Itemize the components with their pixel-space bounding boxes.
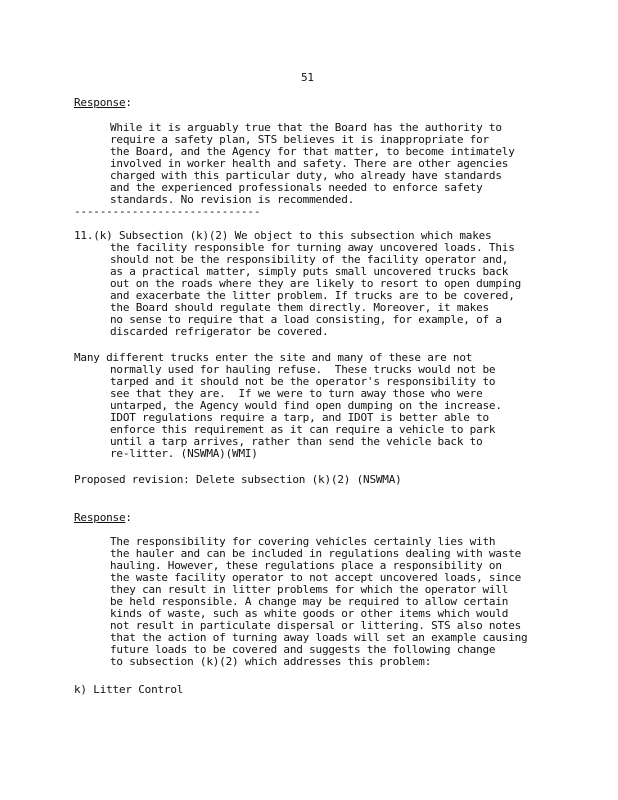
comment-line: the Board should regulate them directly. Moreover, it makes [110, 301, 489, 314]
comment-line: see that they are. If we were to turn away those who were [110, 387, 483, 400]
response-label: Response [74, 96, 126, 109]
response-heading [74, 97, 132, 109]
response-line: not result in particulate dispersal or littering. STS also notes [110, 619, 522, 632]
response-line: kinds of waste, such as white goods or other items which would [110, 607, 509, 620]
response-line: to subsection (k)(2) which addresses this problem: [110, 655, 432, 668]
response-line: The responsibility for covering vehicles certainly lies with [110, 535, 496, 548]
response-line: the waste facility operator to not accept uncovered loads, since [110, 571, 522, 584]
response-line: hauling. However, these regulations place a responsibility on [110, 559, 502, 572]
response-line: and the experienced professionals needed to enforce safety [110, 181, 483, 194]
comment-line: and exacerbate the litter problem. If trucks are to be covered, [110, 289, 515, 302]
comment-line: untarped, the Agency would find open dumping on the increase. [110, 399, 502, 412]
response-line: require a safety plan, STS believes it is inappropriate for [110, 133, 489, 146]
response-line: While it is arguably true that the Board has the authority to [110, 121, 502, 134]
comment-paragraph: Many different trucks enter the site and many of these are not [74, 351, 473, 364]
comment-line: IDOT regulations require a tarp, and IDOT is better able to [110, 411, 489, 424]
comment-line: should not be the responsibility of the facility operator and, [110, 253, 509, 266]
comment-item-11: 11.(k) Subsection (k)(2) We object to this subsection which makes [74, 229, 492, 242]
section-divider: ----------------------------- [74, 205, 261, 218]
response-label: Response [74, 511, 126, 524]
proposed-revision: Proposed revision: Delete subsection (k)(2) (NSWMA) [74, 473, 402, 486]
response-line: that the action of turning away loads will set an example causing [110, 631, 528, 644]
comment-line: enforce this requirement as it can require a vehicle to park [110, 423, 496, 436]
comment-line: tarped and it should not be the operator's responsibility to [110, 375, 496, 388]
response-line: standards. No revision is recommended. [110, 193, 355, 206]
page-number: 51 [301, 71, 314, 84]
subsection-heading: k) Litter Control [74, 683, 184, 696]
comment-line: out on the roads where they are likely to resort to open dumping [110, 277, 522, 290]
response-heading [74, 512, 132, 524]
comment-line: the facility responsible for turning away uncovered loads. This [110, 241, 515, 254]
response-line: they can result in litter problems for which the operator will [110, 583, 509, 596]
comment-line: as a practical matter, simply puts small uncovered trucks back [110, 265, 509, 278]
response-colon: : [125, 511, 132, 524]
comment-line: until a tarp arrives, rather than send the vehicle back to [110, 435, 483, 448]
response-line: charged with this particular duty, who already have standards [110, 169, 502, 182]
response-line: be held responsible. A change may be required to allow certain [110, 595, 509, 608]
response-line: future loads to be covered and suggests the following change [110, 643, 496, 656]
comment-line: normally used for hauling refuse. These trucks would not be [110, 363, 496, 376]
response-line: the hauler and can be included in regulations dealing with waste [110, 547, 522, 560]
comment-line: discarded refrigerator be covered. [110, 325, 329, 338]
response-line: the Board, and the Agency for that matter, to become intimately [110, 145, 515, 158]
comment-line: no sense to require that a load consisting, for example, of a [110, 313, 502, 326]
response-line: involved in worker health and safety. There are other agencies [110, 157, 509, 170]
comment-line: re-litter. (NSWMA)(WMI) [110, 447, 258, 460]
response-colon: : [125, 96, 132, 109]
